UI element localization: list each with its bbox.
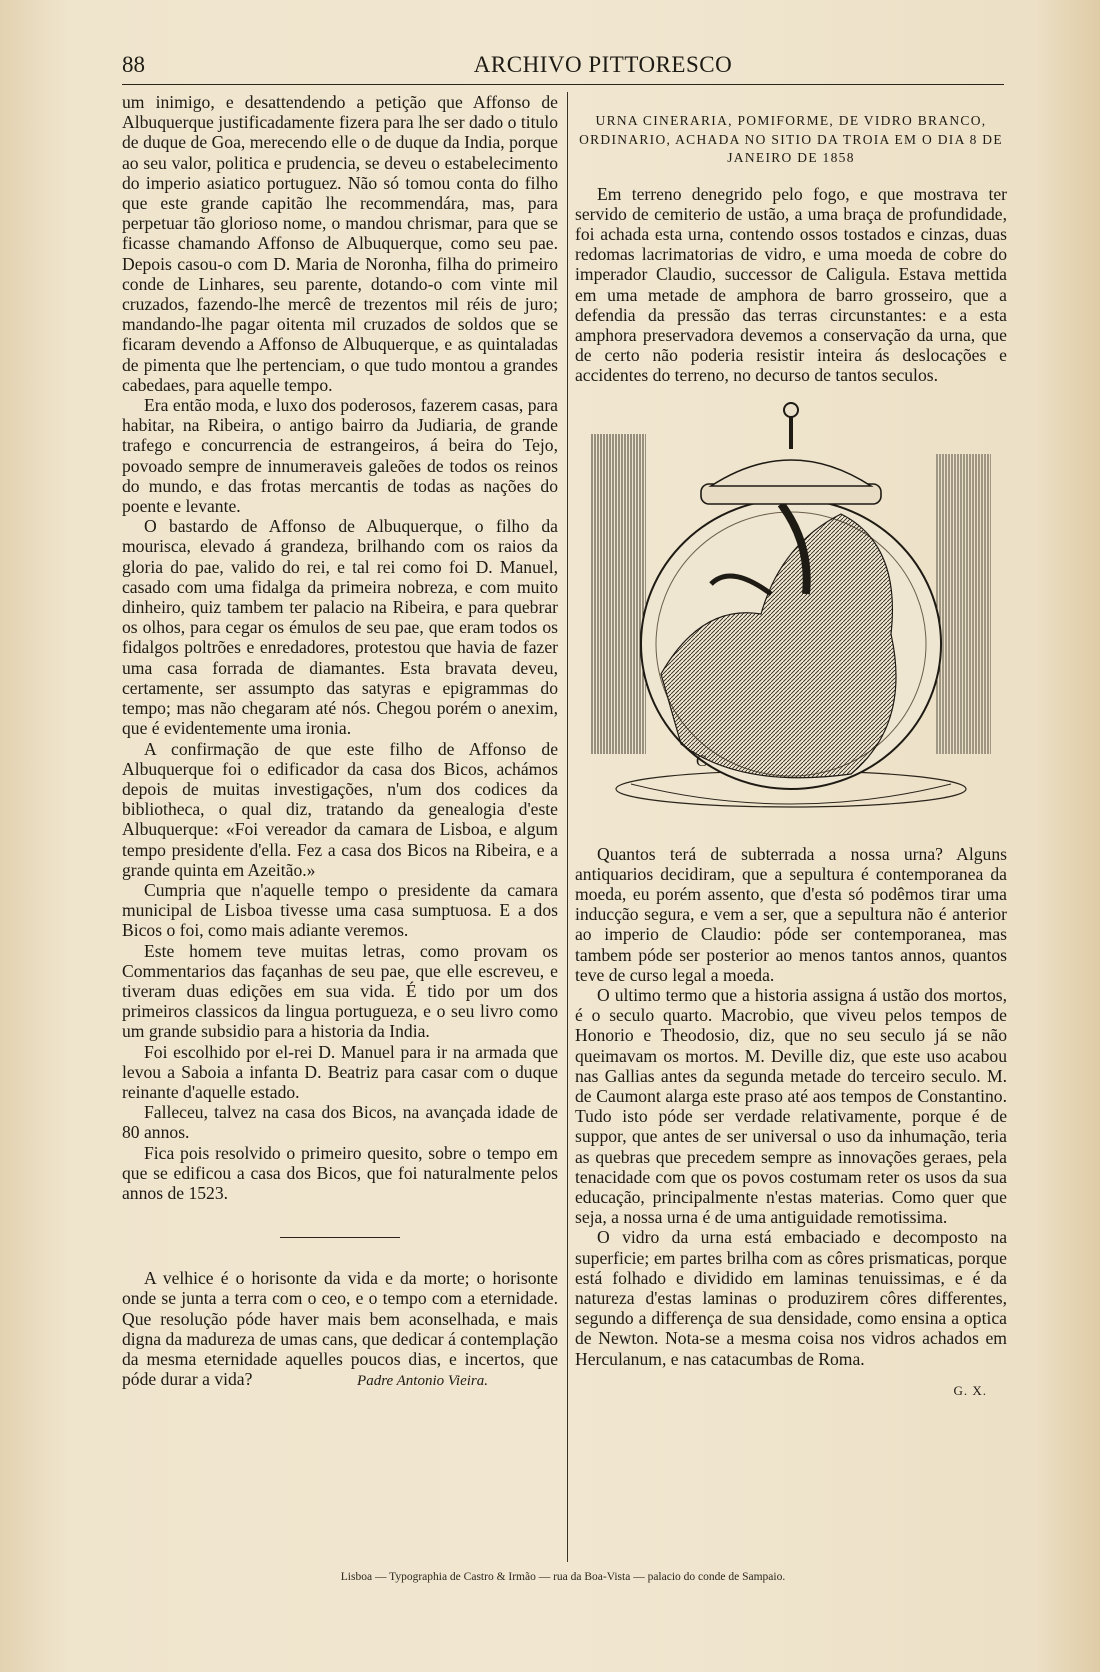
paragraph: O bastardo de Affonso de Albuquerque, o filho da mourisca, elevado á grandeza, brilhando com os raios da gloria do pae, valido do rei, e tal rei como foi D. Manuel, casado com uma fidalga da primeira nobreza, e com muito dinheiro, quiz tambem ter palacio na Ribeira, e para quebrar os olhos, para cegar os émulos de seu pae, que eram todos os fidalgos poltrões e enredadores, protestou que havia de fazer uma casa forrada de diamantes. Esta bravata deveu, certamente, ser assumpto das satyras e epigrammas do tempo; mas não chegaram até nós. Chegou porém o anexim, que é evidentemente uma ironia. bbox=[122, 516, 558, 739]
column-divider bbox=[567, 92, 568, 1562]
urn-illustration bbox=[591, 394, 991, 834]
paragraph: Fica pois resolvido o primeiro quesito, sobre o tempo em que se edificou a casa dos Bicos, que foi naturalmente pelos annos de 1523. bbox=[122, 1142, 558, 1203]
quote-block bbox=[122, 1268, 558, 1389]
left-column bbox=[122, 92, 558, 1389]
paragraph: Em terreno denegrido pelo fogo, e que mostrava ter servido de cemiterio de ustão, a uma braça de profundidade, foi achada esta urna, contendo ossos tostados e cinzas, duas redomas lacrimatorias de vidro, e uma moeda de cobre do imperador Claudio, successor de Caligula. Estava mettida em uma metade de amphora de barro grosseiro, que a defendia da pressão das terras circunstantes: e a esta amphora preservadora devemos a conservação da urna, que de certo não poderia resistir inteira ás deslocações e accidentes do terreno, no decurso de tantos seculos. bbox=[575, 183, 1007, 386]
page-number: 88 bbox=[122, 52, 145, 77]
paragraph: Este homem teve muitas letras, como provam os Commentarios das façanhas de seu pae, que elle escreveu, e tiveram duas edições em sua vida. É tido por um dos primeiros classicos da lingua portugueza, e o seu livro como um grande subsidio para a historia da India. bbox=[122, 940, 558, 1042]
paragraph: Falleceu, talvez na casa dos Bicos, na avançada idade de 80 annos. bbox=[122, 1102, 558, 1143]
paragraph: O ultimo termo que a historia assigna á ustão dos mortos, é o seculo quarto. Macrobio, que viveu pelos tempos de Honorio e Theodosio, diz, que no seu seculo já se não queimavam os mortos. M. Deville diz, que este uso acabou nas Gallias antes da segunda metade do terceiro seculo. M. de Caumont alarga este praso até aos tempos de Constantino. Tudo isto póde ser verdade relativamente, porque é de suppor, que antes de ser universal o uso da inhumação, teria as quebras que precedem sempre as innovações geraes, pela tenacidade com que os povos costumam reter os usos da sua educação, principalmente n'estas materias. Como quer que seja, a nossa urna é de uma antiguidade remotissima. bbox=[575, 984, 1007, 1228]
quote-author: Padre Antonio Vieira. bbox=[357, 1373, 488, 1390]
journal-title: ARCHIVO PITTORESCO bbox=[473, 52, 733, 77]
paragraph: Era então moda, e luxo dos poderosos, fazerem casas, para habitar, na Ribeira, o antigo bairro da Judiaria, de grande trafego e concurrencia de estrangeiros, á beira do Tejo, povoado sempre de innumeraveis galeões de todos os reinos do mundo, e das frotas mercantis de todas as nações do poente e levante. bbox=[122, 395, 558, 517]
paragraph: O vidro da urna está embaciado e decomposto na superficie; em partes brilha com as côres prismaticas, porque está folhado e dividido em laminas tenuissimas, e é da natureza d'estas laminas o produzirem côres differentes, segundo a differença de sua densidade, como ensina a optica de Newton. Nota-se a mesma coisa nos vidros achados em Herculanum, e nas catacumbas de Roma. bbox=[575, 1227, 1007, 1369]
page-header bbox=[122, 50, 1004, 85]
engraver-mark: C. bbox=[696, 752, 711, 770]
section-divider bbox=[280, 1237, 400, 1238]
paragraph: A confirmação de que este filho de Affonso de Albuquerque foi o edificador da casa dos Bicos, achámos depois de muitas investigações, n'um dos codices da bibliotheca, o qual diz, tratando da genealogia d'este Albuquerque: «Foi vereador da camara de Lisboa, e algum tempo presidente d'ella. Fez a casa dos Bicos na Ribeira, e a grande quinta em Azeitão.» bbox=[122, 738, 558, 880]
paragraph: um inimigo, e desattendendo a petição que Affonso de Albuquerque justificadamente fizera para lhe ser dado o titulo de duque de Goa, merecendo elle o de duque da India, porque ao seu valor, politica e prudencia, se deveu o estabelecimento do imperio asiatico portuguez. Não só tomou conta do filho que este grande capitão lhe recommendára, mas, para perpetuar tão glorioso nome, o mandou chrismar, para que se ficasse chamando Affonso de Albuquerque, como seu pae. Depois casou-o com D. Maria de Noronha, filha do primeiro conde de Linhares, seu parente, dotando-o com vinte mil cruzados, fazendo-lhe mercê de trezentos mil réis de juro; mandando-lhe pagar oitenta mil cruzados de soldos que se ficaram devendo a Affonso de Albuquerque, e as quintaladas de pimenta que lhe pertenciam, o que tudo montou a grandes cabedaes, para aquelle tempo. bbox=[122, 92, 558, 395]
paragraph: Cumpria que n'aquelle tempo o presidente da camara municipal de Lisboa tivesse uma casa sumptuosa. E a dos Bicos o foi, como mais adiante veremos. bbox=[122, 879, 558, 941]
quote-text: A velhice é o horisonte da vida e da morte; o horisonte onde se junta a terra com o ceo, e o tempo com a eternidade. Que resolução póde haver mais bem aconselhada, e mais digna da madureza de umas cans, que dedicar á contemplação da mesma eternidade aquelles poucos dias, e incertos, que póde durar a vida? bbox=[122, 1268, 558, 1390]
printer-imprint: Lisboa — Typographia de Castro & Irmão — rua da Boa-Vista — palacio do conde de Sampaio. bbox=[340, 1571, 786, 1583]
paragraph: Quantos terá de subterrada a nossa urna? Alguns antiquarios decidiram, que a sepultura é contemporanea da moeda, eu porém assento, que d'esta só podêmos tirar uma inducção segura, e vem a ser, que a sepultura não é anterior ao imperio de Claudio: póde ser contemporanea, mas tambem póde ser posterior ao menos tantos annos, quantos teve de curso legal a moeda. bbox=[575, 843, 1007, 985]
right-column bbox=[575, 92, 1007, 1401]
illustration-caption: URNA CINERARIA, POMIFORME, DE VIDRO BRANCO, ORDINARIO, ACHADA NO SITIO DA TROIA EM O DIA 8 DE JANEIRO DE 1858 bbox=[579, 113, 1003, 165]
author-initials: G. X. bbox=[953, 1382, 987, 1398]
paragraph: Foi escolhido por el-rei D. Manuel para ir na armada que levou a Saboia a infanta D. Beatriz para casar com o duque reinante d'aquelle estado. bbox=[122, 1041, 558, 1102]
